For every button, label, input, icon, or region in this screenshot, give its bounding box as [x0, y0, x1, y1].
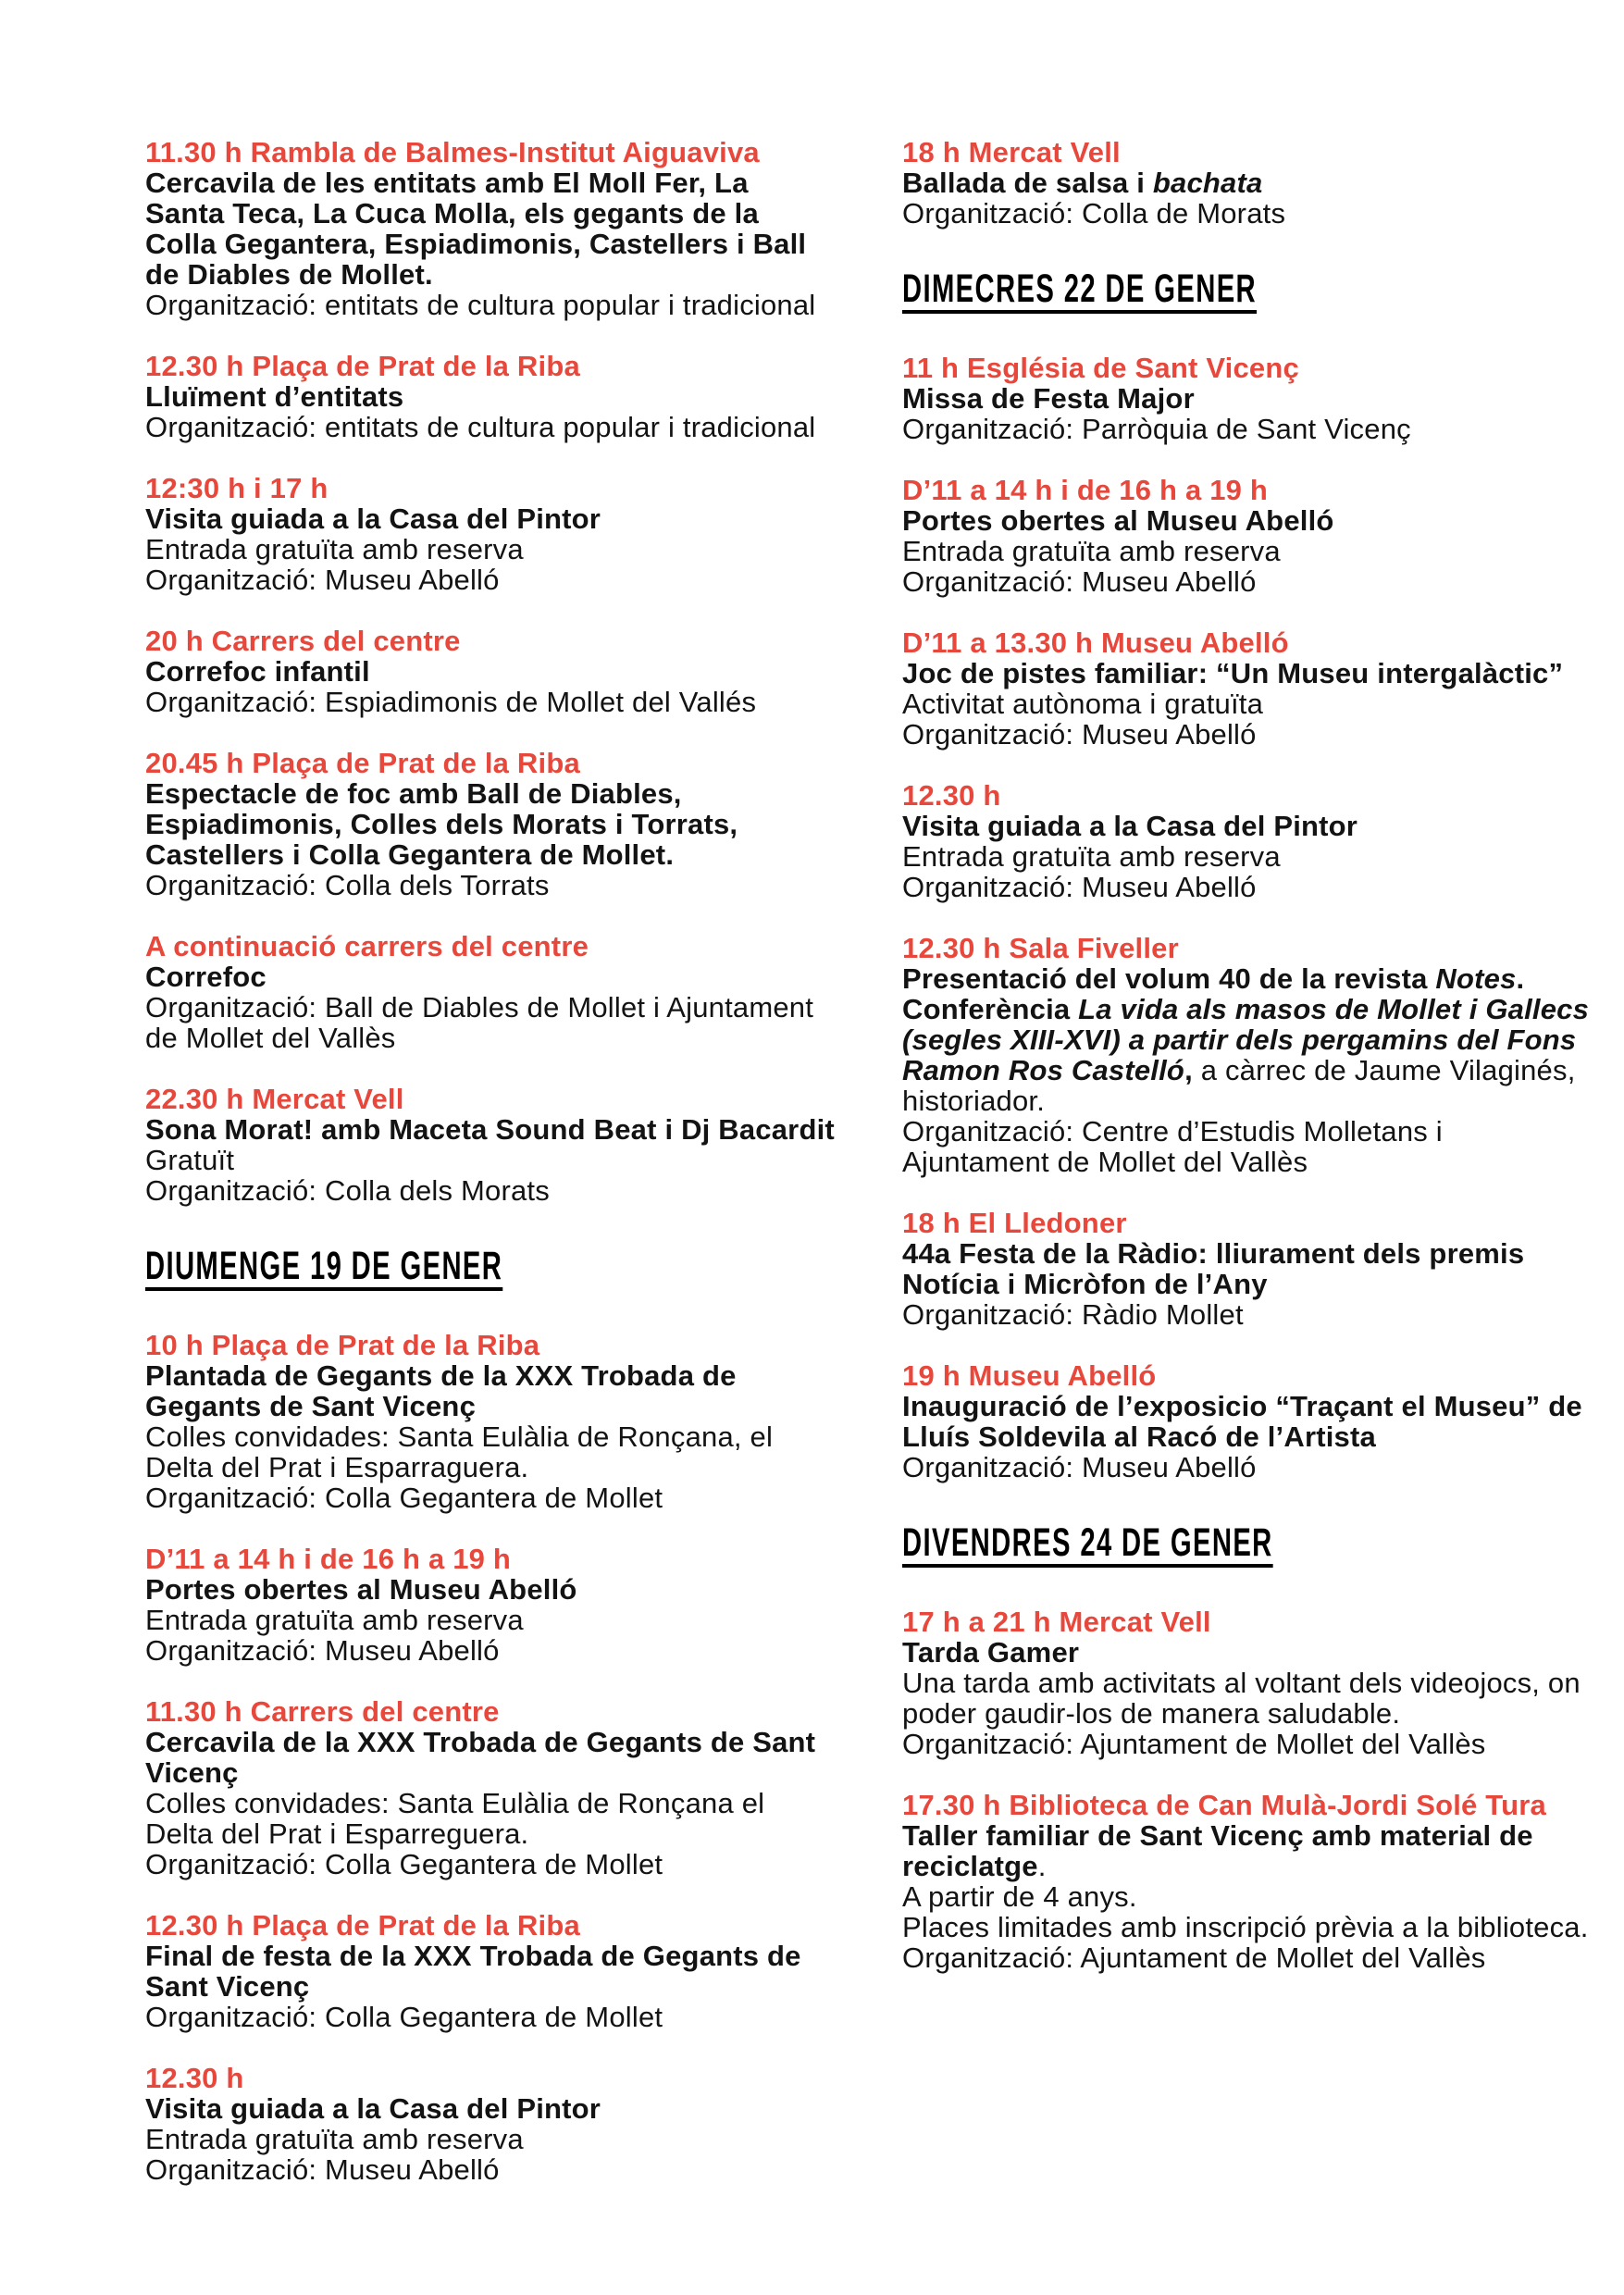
event-text-segment: Organització: entitats de cultura popular i tradicional [145, 411, 816, 443]
event-block [145, 137, 835, 320]
event-text-segment: Entrada gratuïta amb reserva [902, 535, 1281, 567]
event-line [902, 811, 1592, 841]
event-text-segment: Entrada gratuïta amb reserva [145, 533, 524, 565]
event-line [145, 1145, 835, 1175]
event-text-segment: Organització: Museu Abelló [145, 1634, 500, 1667]
event-text-segment: Organització: Colla dels Torrats [145, 869, 550, 901]
event-header: D’11 a 14 h i de 16 h a 19 h [145, 1543, 512, 1575]
event-line [902, 1668, 1592, 1729]
event-text-segment: Final de festa de la XXX Trobada de Gegants de Sant Vicenç [145, 1940, 801, 2003]
event-line [902, 1238, 1592, 1299]
event-line [145, 534, 835, 564]
event-text-segment: Organització: Colla de Morats [902, 197, 1286, 230]
event-line [145, 2154, 835, 2185]
event-line [145, 992, 835, 1053]
event-block [145, 1084, 835, 1206]
event-line [902, 198, 1592, 229]
event-line [902, 658, 1592, 688]
event-header: D’11 a 13.30 h Museu Abelló [902, 626, 1289, 659]
right-column [902, 137, 1592, 2215]
event-line [145, 870, 835, 900]
event-block [902, 353, 1592, 444]
event-text-segment: Visita guiada a la Casa del Pintor [902, 810, 1358, 842]
event-block [145, 1910, 835, 2032]
event-line [145, 290, 835, 320]
event-block [145, 473, 835, 595]
event-line [902, 963, 1592, 1116]
event-text-segment: Cercavila de la XXX Trobada de Gegants de Sant Vicenç [145, 1726, 816, 1789]
event-header: A continuació carrers del centre [145, 930, 589, 962]
event-text-segment: . [1037, 1850, 1047, 1882]
event-header: 11 h Església de Sant Vicenç [902, 352, 1299, 384]
event-text-segment: Organització: Museu Abelló [145, 2153, 500, 2186]
event-text-segment: . Conferència [902, 962, 1525, 1025]
event-text-segment: Correfoc infantil [145, 655, 370, 688]
day-heading-text: DIUMENGE 19 DE GENER [145, 1244, 503, 1288]
event-line [902, 1299, 1592, 1330]
day-heading-text: DIVENDRES 24 DE GENER [902, 1520, 1273, 1565]
event-block [902, 1606, 1592, 1759]
event-header: 12.30 h [902, 779, 1001, 812]
event-line [902, 167, 1592, 198]
event-header: 12.30 h Plaça de Prat de la Riba [145, 1909, 580, 1941]
event-text-segment: Organització: Espiadimonis de Mollet del Vallés [145, 686, 757, 718]
event-header: 11.30 h Rambla de Balmes-Institut Aiguaviva [145, 136, 760, 168]
event-header: 12.30 h [145, 2062, 244, 2094]
event-block [902, 1360, 1592, 1482]
event-block [145, 2063, 835, 2185]
event-line [902, 1452, 1592, 1482]
event-text-segment: Presentació del volum 40 de la revista [902, 962, 1436, 995]
event-line [902, 414, 1592, 444]
event-text-segment: Entrada gratuïta amb reserva [145, 2123, 524, 2155]
event-header: 18 h Mercat Vell [902, 136, 1121, 168]
event-text-segment: Ballada de salsa i [902, 167, 1153, 199]
event-block [902, 933, 1592, 1177]
event-header: 18 h El Lledoner [902, 1207, 1127, 1239]
event-text-segment: Correfoc [145, 961, 267, 993]
event-text-segment: , [1184, 1054, 1193, 1086]
event-text-segment: Organització: Museu Abelló [145, 564, 500, 596]
event-line [145, 1574, 835, 1605]
event-line [902, 719, 1592, 750]
event-line [145, 2002, 835, 2032]
event-header: 17.30 h Biblioteca de Can Mulà-Jordi Solé Tura [902, 1789, 1546, 1821]
event-header: D’11 a 14 h i de 16 h a 19 h [902, 474, 1269, 506]
program-columns [145, 137, 1592, 2215]
event-text-segment: Plantada de Gegants de la XXX Trobada de Gegants de Sant Vicenç [145, 1359, 737, 1422]
event-line [902, 1729, 1592, 1759]
event-line [902, 536, 1592, 566]
event-text-segment: Colles convidades: Santa Eulàlia de Ronçana el Delta del Prat i Esparreguera. [145, 1787, 765, 1850]
event-line [145, 503, 835, 534]
event-line [902, 1820, 1592, 1881]
event-text-segment: Entrada gratuïta amb reserva [145, 1604, 524, 1636]
day-heading-text: DIMECRES 22 DE GENER [902, 267, 1258, 311]
event-text-segment: Organització: Colla Gegantera de Mollet [145, 2001, 663, 2033]
event-line [902, 688, 1592, 719]
event-header: 12:30 h i 17 h [145, 472, 329, 504]
event-text-segment: Organització: Ball de Diables de Mollet i Ajuntament de Mollet del Vallès [145, 991, 814, 1054]
event-line [145, 412, 835, 442]
event-text-segment: Una tarda amb activitats al voltant dels videojocs, on poder gaudir-los de manera saludable. [902, 1667, 1581, 1730]
event-line [145, 656, 835, 687]
event-line [902, 1912, 1592, 1942]
event-text-segment: Cercavila de les entitats amb El Moll Fer, La Santa Teca, La Cuca Molla, els gegants de la Colla Gegantera, Espiadimonis, Castellers i Ball de Diables de Mollet. [145, 167, 807, 291]
event-line [902, 383, 1592, 414]
event-text-segment: Organització: Centre d’Estudis Molletans i Ajuntament de Mollet del Vallès [902, 1115, 1443, 1178]
event-text-segment: Organització: Museu Abelló [902, 718, 1257, 751]
event-text-segment: Organització: Colla Gegantera de Mollet [145, 1848, 663, 1880]
event-line [902, 1116, 1592, 1177]
event-text-segment: Missa de Festa Major [902, 382, 1195, 415]
event-line [902, 1881, 1592, 1912]
event-block [902, 627, 1592, 750]
event-text-segment: Entrada gratuïta amb reserva [902, 840, 1281, 873]
event-text-segment: 44a Festa de la Ràdio: lliurament dels premis Notícia i Micròfon de l’Any [902, 1237, 1525, 1300]
event-text-segment: Notes [1435, 962, 1517, 995]
event-line [902, 566, 1592, 597]
event-text-segment: a càrrec de Jaume Vilaginés, historiador. [902, 1054, 1576, 1117]
event-text-segment: La vida als masos de Mollet i Gallecs (segles XIII-XVI) a partir dels pergamins del Fons Ramon Ros Castelló [902, 993, 1590, 1086]
event-text-segment: bachata [1152, 167, 1263, 199]
event-line [145, 381, 835, 412]
event-line [902, 1391, 1592, 1452]
event-line [145, 778, 835, 870]
event-line [145, 1727, 835, 1788]
event-block [145, 931, 835, 1053]
event-block [902, 1208, 1592, 1330]
event-header: 20 h Carrers del centre [145, 625, 461, 657]
event-text-segment: A partir de 4 anys. [902, 1880, 1137, 1913]
event-line [902, 1942, 1592, 1973]
event-line [145, 2124, 835, 2154]
event-line [902, 872, 1592, 902]
event-line [145, 2093, 835, 2124]
event-block [145, 1330, 835, 1513]
event-text-segment: Visita guiada a la Casa del Pintor [145, 2092, 601, 2125]
event-text-segment: Visita guiada a la Casa del Pintor [145, 502, 601, 535]
event-line [902, 1637, 1592, 1668]
event-text-segment: Organització: Ajuntament de Mollet del Vallès [902, 1728, 1486, 1760]
event-line [145, 1635, 835, 1666]
event-line [145, 1849, 835, 1879]
event-block [145, 748, 835, 900]
event-block [145, 626, 835, 717]
day-heading [902, 1521, 1592, 1564]
event-block [902, 475, 1592, 597]
event-text-segment: Organització: Ajuntament de Mollet del Vallès [902, 1941, 1486, 1974]
event-text-segment: Portes obertes al Museu Abelló [902, 504, 1334, 537]
event-line [145, 1788, 835, 1849]
event-header: 12.30 h Sala Fiveller [902, 932, 1179, 964]
event-block [902, 1790, 1592, 1973]
event-text-segment: Organització: Colla Gegantera de Mollet [145, 1482, 663, 1514]
event-text-segment: Organització: Museu Abelló [902, 871, 1257, 903]
event-text-segment: Sona Morat! amb Maceta Sound Beat i Dj Bacardit [145, 1113, 835, 1146]
event-line [145, 1114, 835, 1145]
event-line [145, 961, 835, 992]
event-text-segment: Activitat autònoma i gratuïta [902, 688, 1264, 720]
event-line [145, 167, 835, 290]
event-header: 10 h Plaça de Prat de la Riba [145, 1329, 540, 1361]
event-text-segment: Portes obertes al Museu Abelló [145, 1573, 577, 1606]
event-block [145, 1544, 835, 1666]
event-line [145, 1482, 835, 1513]
event-block [145, 1696, 835, 1879]
event-header: 12.30 h Plaça de Prat de la Riba [145, 350, 580, 382]
event-header: 19 h Museu Abelló [902, 1359, 1157, 1392]
left-column [145, 137, 835, 2215]
event-header: 11.30 h Carrers del centre [145, 1695, 500, 1728]
event-text-segment: Places limitades amb inscripció prèvia a la biblioteca. [902, 1911, 1589, 1943]
event-line [145, 1421, 835, 1482]
event-text-segment: Organització: Colla dels Morats [145, 1174, 550, 1207]
event-line [902, 505, 1592, 536]
event-block [145, 351, 835, 442]
event-header: 20.45 h Plaça de Prat de la Riba [145, 747, 580, 779]
event-text-segment: Organització: Museu Abelló [902, 565, 1257, 598]
event-text-segment: Taller familiar de Sant Vicenç amb material de reciclatge [902, 1819, 1533, 1882]
event-text-segment: Organització: Ràdio Mollet [902, 1298, 1244, 1331]
event-text-segment: Organització: Museu Abelló [902, 1451, 1257, 1483]
event-text-segment: Lluïment d’entitats [145, 380, 404, 413]
day-heading [145, 1245, 835, 1287]
event-line [145, 1941, 835, 2002]
event-text-segment: Organització: Parròquia de Sant Vicenç [902, 413, 1411, 445]
event-text-segment: Tarda Gamer [902, 1636, 1080, 1669]
event-text-segment: Organització: entitats de cultura popular i tradicional [145, 289, 816, 321]
event-block [902, 137, 1592, 229]
event-line [902, 841, 1592, 872]
event-line [145, 1360, 835, 1421]
event-text-segment: Gratuït [145, 1144, 235, 1176]
day-heading [902, 267, 1592, 310]
event-line [145, 1175, 835, 1206]
event-line [145, 564, 835, 595]
event-line [145, 1605, 835, 1635]
event-text-segment: Colles convidades: Santa Eulàlia de Ronçana, el Delta del Prat i Esparraguera. [145, 1420, 774, 1483]
event-header: 17 h a 21 h Mercat Vell [902, 1606, 1211, 1638]
event-text-segment: Espectacle de foc amb Ball de Diables, Espiadimonis, Colles dels Morats i Torrats, Castellers i Colla Gegantera de Mollet. [145, 777, 738, 871]
event-header: 22.30 h Mercat Vell [145, 1083, 404, 1115]
event-line [145, 687, 835, 717]
event-text-segment: Inauguració de l’exposicio “Traçant el Museu” de Lluís Soldevila al Racó de l’Artista [902, 1390, 1582, 1453]
event-block [902, 780, 1592, 902]
event-text-segment: Joc de pistes familiar: “Un Museu intergalàctic” [902, 657, 1564, 689]
